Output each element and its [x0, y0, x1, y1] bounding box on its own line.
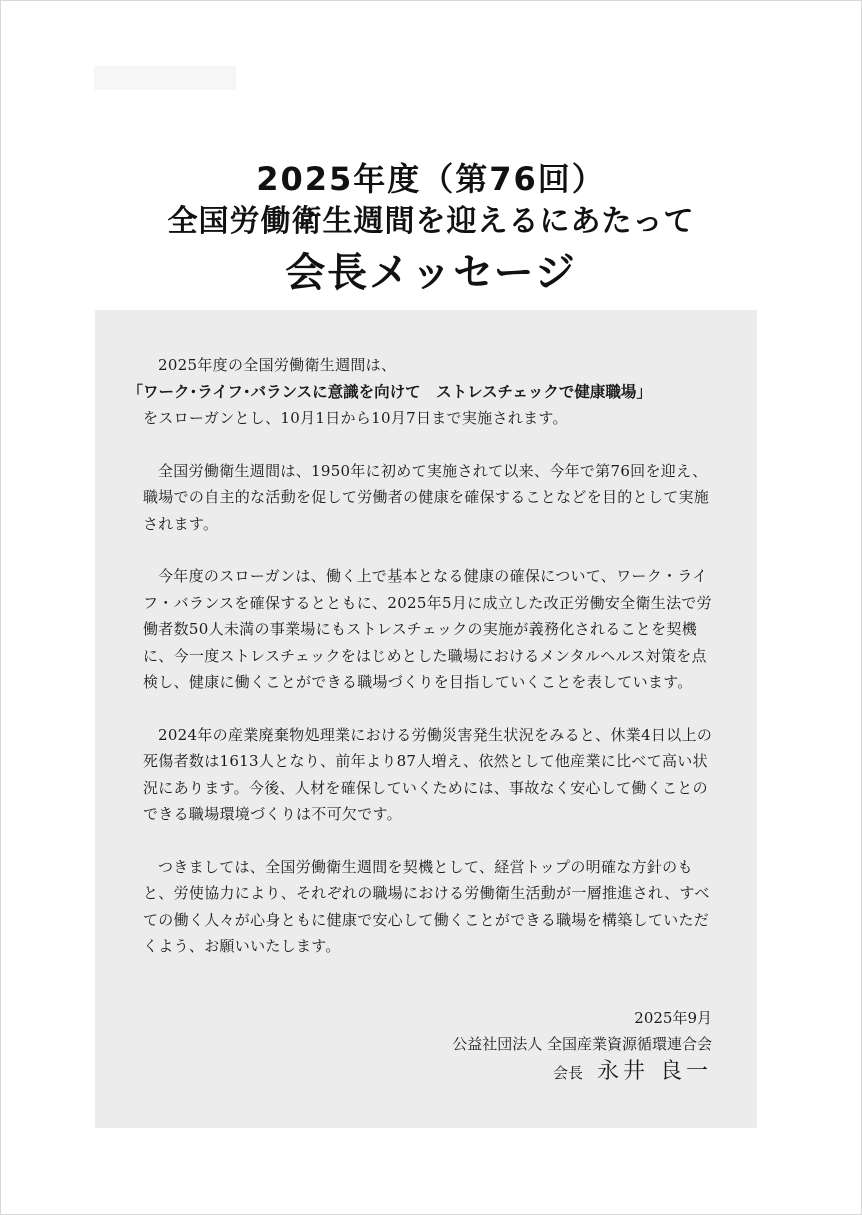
paragraph-request: つきましては、全国労働衛生週間を契機として、経営トップの明確な方針のもと、労使協力により、それぞれの職場における労働衛生活動が一層推進され、すべての働く人々が心身ともに健康で安心して働くことができる職場を構築していただくよう、お願いいたします。: [143, 857, 710, 955]
signature-name: 永井 良一: [597, 1059, 712, 1084]
signature-organization: 公益社団法人 全国産業資源循環連合会: [452, 1035, 712, 1053]
title-subtitle: 全国労働衛生週間を迎えるにあたって: [167, 204, 695, 239]
signature-block: [452, 1005, 712, 1086]
paragraph-history: 全国労働衛生週間は、1950年に初めて実施されて以来、今年で第76回を迎え、職場での自主的な活動を促して労働者の健康を確保することなどを目的として実施されます。: [143, 461, 710, 533]
message-body: [127, 352, 713, 986]
page-title: 会長メッセージ: [285, 250, 577, 296]
paragraph-intro: 2025年度の全国労働衛生週間は、: [158, 356, 397, 374]
slogan-dates: をスローガンとし、10月1日から10月7日まで実施されます。: [143, 409, 568, 427]
faint-header-mark: [94, 66, 236, 90]
signature-role: 会長: [552, 1064, 583, 1082]
paragraph-slogan: [127, 352, 713, 432]
paragraph-accident-statistics: 2024年の産業廃棄物処理業における労働災害発生状況をみると、休業4日以上の死傷者数は1613人となり、前年より87人増え、依然として他産業に比べて高い状況にあります。今後、人材を確保していくためには、事故なく安心して働くことのできる職場環境づくりは不可欠です。: [143, 725, 713, 823]
title-block: [0, 157, 862, 301]
signature-date: 2025年9月: [634, 1009, 712, 1027]
paragraph-slogan-explanation: 今年度のスローガンは、働く上で基本となる健康の確保について、ワーク・ライフ・バランスを確保するとともに、2025年5月に成立した改正労働安全衛生法で労働者数50人未満の事業場にもストレスチェックの実施が義務化されることを契機に、今一度ストレスチェックをはじめとした職場におけるメンタルヘルス対策を点検し、健康に働くことができる職場づくりを目指していくことを表しています。: [143, 567, 712, 691]
slogan-text: 「ワーク･ライフ･バランスに意識を向けて ストレスチェックで健康職場」: [127, 382, 652, 401]
signature-name-row: [452, 1059, 712, 1086]
title-year: 2025年度（第76回）: [256, 160, 606, 198]
